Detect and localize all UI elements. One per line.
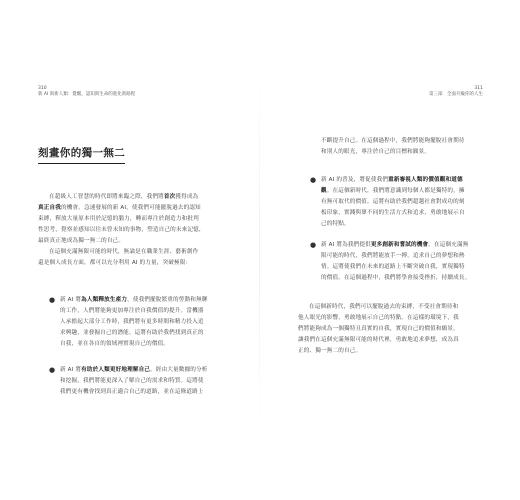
text-run: 最終真正地成為獨一無二的自己。 — [38, 238, 125, 244]
text-run: 獲得成為 — [175, 194, 199, 200]
text-run: 的工作，人們將能夠更加專注於自我價值的提升。當機器 — [60, 308, 204, 314]
text-line — [60, 339, 208, 350]
bullet-item-innovation — [310, 240, 471, 284]
text-line — [321, 186, 465, 197]
text-run: 束縛，釋放大量原本用於記憶的腦力，轉而專注於創造力和批判 — [38, 216, 199, 222]
intro-paragraph-2 — [38, 247, 198, 269]
bullet-icon: ● — [49, 296, 56, 304]
text-run: 己的特點。 — [321, 221, 350, 227]
text-line — [60, 306, 208, 317]
text-run: 自我，並在各自的領域裡實現自己的價值。 — [60, 341, 170, 347]
text-run: 在超級人工智慧的時代即將來臨之際，我們將 — [49, 194, 164, 200]
bullet-item-self-understanding — [49, 365, 208, 398]
page-number: 310 — [38, 86, 47, 91]
text-line: 他人眼光的影響，勇敢地展示自己的特點。在這樣的環境下，我 — [298, 315, 459, 321]
text-run: 新 AI 將為我們提供 — [321, 242, 371, 248]
text-line: 正的、獨一無二的自己。 — [298, 348, 362, 354]
text-line — [321, 240, 470, 251]
text-line — [60, 376, 208, 387]
left-page-header — [38, 86, 135, 98]
right-page-header — [429, 86, 483, 98]
chapter-title: 刻畫你的獨一無二 — [38, 145, 125, 164]
bold-emphasis: 更多創新和嘗試的機會 — [370, 242, 429, 248]
text-run: 求興趣，並發掘自己的潛能。這將有助於我們找到真正的 — [60, 330, 204, 336]
text-run: 我們更有機會找到真正適合自己的道路，並在這條道路上 — [60, 389, 204, 395]
text-line — [38, 236, 205, 247]
text-run: 。在這個充滿無 — [428, 242, 469, 248]
text-line — [321, 262, 470, 273]
text-line — [60, 365, 208, 376]
text-line: 讓我們在這個充滿無限可能的時代裡，勇敢地追求夢想，成為真 — [298, 337, 459, 343]
right-page — [260, 0, 520, 500]
text-run: 人承擔起大部分工作時，我們將有更多時間和精力投入追 — [60, 319, 204, 325]
text-line — [60, 295, 208, 306]
text-line — [38, 203, 205, 214]
bold-emphasis: 有助於人類更好地理解自己 — [81, 367, 151, 373]
text-line — [60, 328, 208, 339]
bold-emphasis: 首次 — [163, 194, 176, 200]
text-run: ，使我們擺脫繁重的勞動和無聊 — [127, 297, 208, 303]
continued-paragraph — [321, 136, 465, 158]
text-line — [321, 175, 465, 186]
bold-emphasis: 為人類釋放生產力 — [81, 297, 128, 303]
text-run: 的機會。急速發展的新 AI，使我們可能擺脫過去的認知 — [60, 205, 201, 211]
text-run: 性思考，覺察並感知以往未曾未知的事物，塑造自己的未來記憶， — [38, 227, 205, 233]
running-head: 新 AI 與新人類：覺醒，認知與生命的進化新路程 — [38, 92, 136, 97]
bullet-icon: ● — [49, 366, 56, 374]
bullet-icon: ● — [310, 241, 317, 249]
bullet-item-productivity — [49, 295, 208, 350]
text-run: 的價值。在這個過程中，我們將學會接受挫折，持續成長。 — [321, 275, 471, 281]
text-line — [321, 208, 465, 219]
text-line — [321, 219, 465, 230]
text-run: 板印象，實踐與眾不同的生活方式和追求，勇敢地展示自 — [321, 210, 465, 216]
text-line — [60, 387, 208, 398]
running-head: 第三部 全面升級你的人生 — [429, 92, 483, 97]
text-run: 限可能的時代，我們將能放手一搏，追求自己的夢想和熱 — [321, 253, 465, 259]
text-run: 新 AI 將 — [60, 297, 82, 303]
bold-emphasis: 觀 — [321, 188, 327, 194]
text-line: 在這個充滿無限可能的時代，無論是在職業生涯、藝術創作 — [49, 249, 199, 255]
text-line: 在這個新時代，我們可以擺脫過去的束縛，不受社會期待和 — [309, 304, 459, 310]
text-run: 新 AI 將 — [60, 367, 82, 373]
text-run: 有無可取代的價值。這將有助於我們超越社會對成功的刻 — [321, 199, 465, 205]
bold-emphasis: 真正自我 — [38, 205, 61, 211]
bullet-item-values — [310, 175, 465, 230]
bold-emphasis: 重新審視人類的價值觀和道德 — [388, 177, 463, 183]
text-line: 們將能夠成為一個獨特且真實的自我，實現自己的價值和願景。 — [298, 326, 459, 332]
text-line — [321, 251, 470, 262]
page-number: 311 — [474, 86, 483, 91]
text-line — [321, 273, 470, 284]
text-line — [38, 225, 205, 236]
text-line: 和別人的眼光，專注於自己的目標和願景。 — [321, 149, 431, 155]
intro-paragraph — [38, 192, 205, 247]
text-run: 和挖掘，我們將能更深入了解自己的需求和特質。這將使 — [60, 378, 204, 384]
text-run: 情。這將使我們在未來的道路上不斷突破自我，實現獨特 — [321, 264, 465, 270]
text-line: 不斷提升自己。在這個過程中，我們將能夠擺脫社會期待 — [321, 138, 465, 144]
text-line — [60, 317, 208, 328]
text-line — [38, 192, 205, 203]
bullet-icon: ● — [310, 176, 317, 184]
text-run: ，經由大量數據的分析 — [150, 367, 208, 373]
text-run: 。在這個新時代，我們將意識到每個人都是獨特的，擁 — [326, 188, 465, 194]
text-line — [38, 214, 205, 225]
text-line — [321, 197, 465, 208]
text-line: 還是個人成長方面，都可以充分利用 AI 的力量，突破極限： — [38, 260, 192, 266]
closing-paragraph — [298, 302, 459, 357]
text-run: 新 AI 的普及，將促使我們 — [321, 177, 389, 183]
